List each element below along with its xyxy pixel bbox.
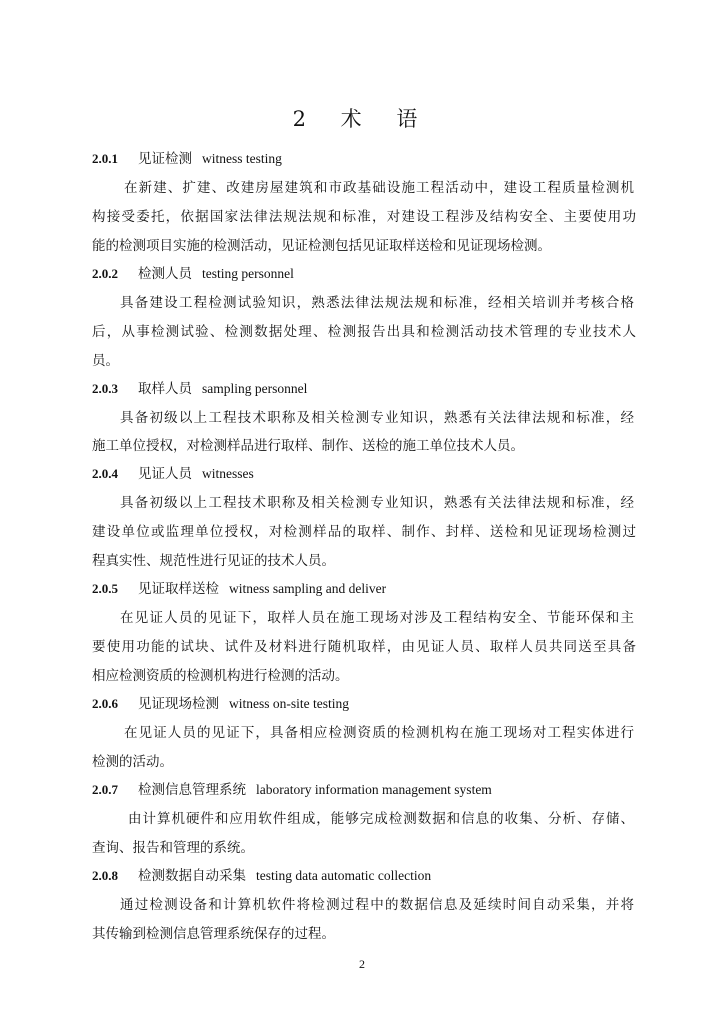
definition-line: 在新建、扩建、改建房屋建筑和市政基础设施工程活动中，建设工程质量检测机 — [124, 180, 634, 196]
term-english: witness on-site testing — [229, 696, 349, 711]
definition-line: 在见证人员的见证下，具备相应检测资质的检测机构在施工现场对工程实体进行 — [124, 725, 634, 741]
clause-heading — [92, 146, 636, 172]
term-chinese: 检测信息管理系统 — [138, 782, 246, 798]
clause-number: 2.0.7 — [92, 782, 118, 797]
page-number: 2 — [359, 957, 365, 971]
term-chinese: 检测人员 — [138, 266, 192, 282]
definition-line: 建设单位或监理单位授权，对检测样品的取样、制作、封样、送检和见证现场检测过 — [92, 524, 636, 540]
term-english: witness testing — [202, 151, 282, 166]
definition-line: 程真实性、规范性进行见证的技术人员。 — [92, 553, 335, 569]
definition-line: 相应检测资质的检测机构进行检测的活动。 — [92, 668, 349, 684]
term-english: sampling personnel — [202, 381, 308, 396]
clause-number: 2.0.2 — [92, 266, 118, 281]
clause-number: 2.0.6 — [92, 696, 118, 711]
definition-line: 查询、报告和管理的系统。 — [92, 840, 254, 856]
definition-line: 施工单位授权，对检测样品进行取样、制作、送检的施工单位技术人员。 — [92, 438, 524, 454]
clause-heading — [92, 576, 636, 602]
term-chinese: 见证现场检测 — [138, 696, 219, 712]
definition-line: 具备初级以上工程技术职称及相关检测专业知识，熟悉有关法律法规和标准，经 — [120, 410, 634, 426]
clause-heading — [92, 376, 636, 402]
definition-line: 能的检测项目实施的检测活动，见证检测包括见证取样送检和见证现场检测。 — [92, 238, 551, 254]
definition-line: 通过检测设备和计算机软件将检测过程中的数据信息及延续时间自动采集，并将 — [120, 897, 634, 913]
clause-heading — [92, 691, 636, 717]
term-english: testing personnel — [202, 266, 294, 281]
term-chinese: 见证取样送检 — [138, 581, 219, 597]
clause-number: 2.0.4 — [92, 466, 118, 481]
definition-line: 具备建设工程检测试验知识，熟悉法律法规法规和标准，经相关培训并考核合格 — [120, 295, 634, 311]
clause-heading — [92, 461, 636, 487]
term-english: laboratory information management system — [256, 782, 492, 797]
definition-line: 检测的活动。 — [92, 754, 173, 770]
clause-number: 2.0.5 — [92, 581, 118, 596]
term-english: witnesses — [202, 466, 254, 481]
term-chinese: 取样人员 — [138, 381, 192, 397]
definition-line: 其传输到检测信息管理系统保存的过程。 — [92, 926, 335, 942]
term-chinese: 见证检测 — [138, 151, 192, 167]
definition-line: 在见证人员的见证下，取样人员在施工现场对涉及工程结构安全、节能环保和主 — [120, 610, 634, 626]
clause-number: 2.0.1 — [92, 151, 118, 166]
clause-number: 2.0.3 — [92, 381, 118, 396]
term-english: witness sampling and deliver — [229, 581, 387, 596]
clause-heading — [92, 863, 636, 889]
term-chinese: 见证人员 — [138, 466, 192, 482]
clause-heading — [92, 777, 636, 803]
term-chinese: 检测数据自动采集 — [138, 868, 246, 884]
definition-line: 具备初级以上工程技术职称及相关检测专业知识，熟悉有关法律法规和标准，经 — [120, 495, 634, 511]
definition-line: 由计算机硬件和应用软件组成，能够完成检测数据和信息的收集、分析、存储、 — [128, 811, 634, 827]
definition-line: 要使用功能的试块、试件及材料进行随机取样，由见证人员、取样人员共同送至具备 — [92, 639, 636, 655]
definition-line: 员。 — [92, 353, 119, 369]
section-heading: 2 术 语 — [292, 107, 432, 131]
definition-line: 构接受委托，依据国家法律法规法规和标准，对建设工程涉及结构安全、主要使用功 — [92, 209, 636, 225]
definition-line: 后，从事检测试验、检测数据处理、检测报告出具和检测活动技术管理的专业技术人 — [92, 324, 636, 340]
clause-heading — [92, 261, 636, 287]
term-english: testing data automatic collection — [256, 868, 432, 883]
clause-number: 2.0.8 — [92, 868, 118, 883]
